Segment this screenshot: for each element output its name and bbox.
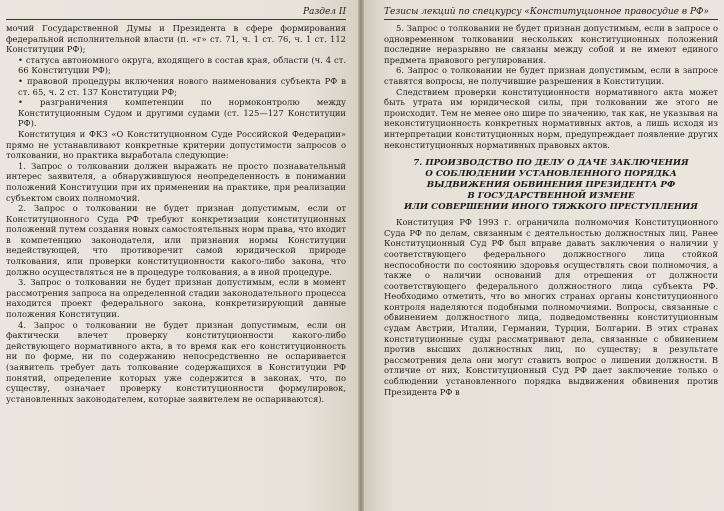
paragraph: Конституция РФ 1993 г. ограничила полномочия Конституционного Суда РФ по делам, связанным с деятельностью должностных лиц. Ранее Конституционный Суд РФ был вправе давать заключения о наличии у соответствующего федерального должностного лица стойкой неспособности по состоянию здоровья осуществлять свои полномочия, а также о наличии оснований для отрешения от должности соответствующего федерального должностного лица субъекта РФ. Необходимо отметить, что во многих странах органы конституционного контроля наделяются подобными полномочиями. Вопросы, связанные с обвинением должностного лица, подведомственны конституционным судам Австрии, Италии, Германии, Турции, Болгарии. В этих странах конституционные суды рассматривают дела, связанные с обвинением против высших должностных лиц, по существу; в результате рассмотрения дела они могут ставить вопрос о лишении должности. В отличие от них, Конституционный Суд РФ дает заключение только о соблюдении установленного порядка выдвижения обвинения против Президента РФ в bbox=[384, 217, 718, 397]
heading-line: 7. ПРОИЗВОДСТВО ПО ДЕЛУ О ДАЧЕ ЗАКЛЮЧЕНИЯ bbox=[413, 158, 689, 169]
bullet-item: • статуса автономного округа, входящего в состав края, области (ч. 4 ст. 66 Конституции РФ); bbox=[18, 54, 346, 76]
paragraph: Конституция и ФКЗ «О Конституционном Суде Российской Федерации» прямо не устанавливают конкретные критерии допустимости запросов о толковании, но практика выработала следующие: bbox=[6, 128, 346, 161]
paragraph: мочий Государственной Думы и Президента в сфере формирования федеральной исполнительной власти (п. «г» ст. 71, ч. 1 ст. 76, ч. 1 ст. 112 Конституции РФ); bbox=[6, 23, 346, 55]
heading-line: О СОБЛЮДЕНИИ УСТАНОВЛЕННОГО ПОРЯДКА bbox=[425, 169, 677, 180]
bullet-item: • разграничения компетенции по нормоконтролю между Конституционным Судом и другими судами (ст. 125—127 Конституции РФ). bbox=[18, 97, 346, 129]
heading-line: В ГОСУДАРСТВЕННОЙ ИЗМЕНЕ bbox=[467, 191, 635, 202]
section-heading bbox=[384, 158, 718, 213]
left-page bbox=[0, 0, 358, 511]
paragraph: 6. Запрос о толковании не будет признан допустимым, если в запросе ставятся вопросы, не получившие разрешения в Конституции. bbox=[384, 65, 718, 86]
paragraph: 3. Запрос о толковании не будет признан допустимым, если в момент рассмотрения запроса на определенной стадии законодательного процесса находится проект федерального закона, конкретизирующий данные положения Конституции. bbox=[6, 277, 346, 320]
heading-line: ВЫДВИЖЕНИЯ ОБВИНЕНИЯ ПРЕЗИДЕНТА РФ bbox=[426, 180, 676, 191]
right-page-text-after bbox=[384, 217, 718, 397]
paragraph: 4. Запрос о толковании не будет признан допустимым, если он фактически влечет проверку конституционности какого-либо действующего нормативного акта, в то время как его конституционность ни по форме, ни по содержанию непосредственно не оспаривается (заявитель требует дать толкование содержащихся в Конституции РФ понятий, определение которых уже содержится в законах, что, по существу, означает проверку конституционности формулировок, установленных законодателем, которые заявителем не оспариваются). bbox=[6, 319, 346, 404]
paragraph: Следствием проверки конституционности нормативного акта может быть утрата им юридической силы, при толковании же этого не происходит. Тем не менее оно шире по значению, так как, не указывая на неконституционность конкретных нормативных актов, а лишь исходя из интерпретации конституционных норм, предупреждает появление других неконституционных нормативных правовых актов. bbox=[384, 86, 718, 150]
left-running-head: Раздел II bbox=[6, 6, 346, 20]
bullet-item: • правовой процедуры включения нового наименования субъекта РФ в ст. 65, ч. 2 ст. 137 Конституции РФ; bbox=[18, 75, 346, 97]
paragraph: 1. Запрос о толковании должен выражать не просто познавательный интерес заявителя, а обнаружившуюся неопределенность в понимании положений Конституции при их применении на практике, при реализации субъектом своих полномочий. bbox=[6, 160, 346, 203]
left-page-text bbox=[6, 23, 346, 404]
heading-line: ИЛИ СОВЕРШЕНИИ ИНОГО ТЯЖКОГО ПРЕСТУПЛЕНИЯ bbox=[404, 202, 698, 213]
right-running-head: Тезисы лекций по спецкурсу «Конституционное правосудие в РФ» bbox=[384, 6, 718, 20]
right-page-text bbox=[384, 23, 718, 150]
right-page bbox=[364, 0, 724, 511]
paragraph: 5. Запрос о толковании не будет признан допустимым, если в запросе о одновременном толковании нескольких конституционных положений последние неразрывно не связаны между собой и не имеют единого предмета правового регулирования. bbox=[384, 23, 718, 65]
paragraph: 2. Запрос о толковании не будет признан допустимым, если от Конституционного Суда РФ требуют конкретизации конституционных положений путем создания новых самостоятельных норм права, что входит в компетенцию законодателя, или признания нормы Конституции недействующей, что противоречит самой юридической природе толкования, или проверки конституционности какого-либо закона, что должно осуществляться не в процедуре толкования, а в иной процедуре. bbox=[6, 203, 346, 277]
